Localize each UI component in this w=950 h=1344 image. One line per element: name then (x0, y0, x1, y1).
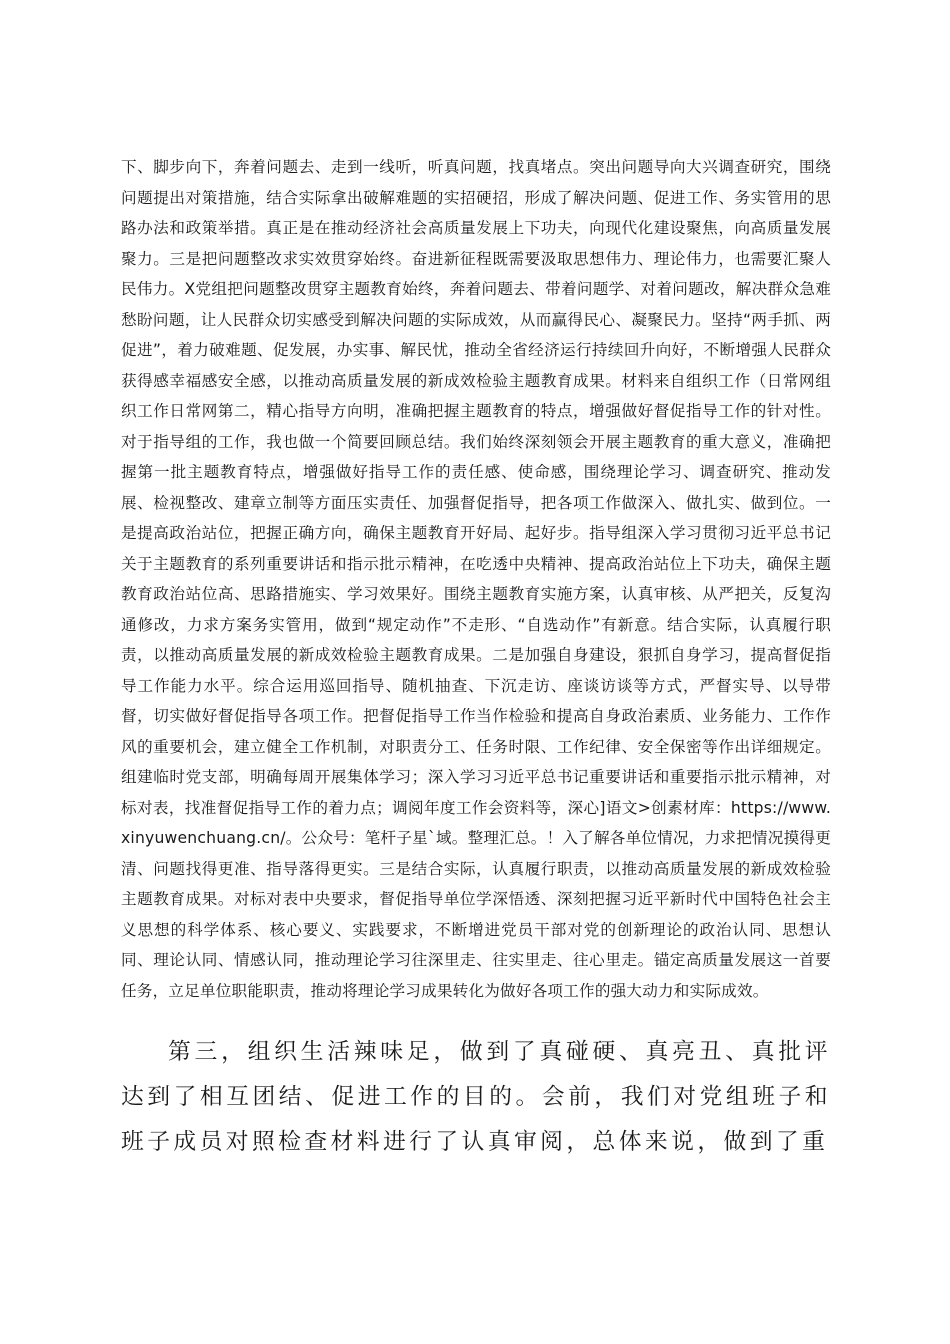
body-paragraph: 下、脚步向下，奔着问题去、走到一线听，听真问题，找真堵点。突出问题导向大兴调查研究，围绕问题提出对策措施，结合实际拿出破解难题的实招硬招，形成了解决问题、促进工作、务实管用的思路办法和政策举措。真正是在推动经济社会高质量发展上下功夫，向现代化建设聚焦，向高质量发展聚力。三是把问题整改求实效贯穿始终。奋进新征程既需要汲取思想伟力、理论伟力，也需要汇聚人民伟力。X党组把问题整改贯穿主题教育始终，奔着问题去、带着问题学、对着问题改，解决群众急难愁盼问题，让人民群众切实感受到解决问题的实际成效，从而赢得民心、凝聚民力。坚持“两手抓、两促进”，着力破难题、促发展，办实事、解民忧，推动全省经济运行持续回升向好，不断增强人民群众获得感幸福感安全感，以推动高质量发展的新成效检验主题教育成果。材料来自组织工作（日常网组织工作日常网第二，精心指导方向明，准确把握主题教育的特点，增强做好督促指导工作的针对性。对于指导组的工作，我也做一个简要回顾总结。我们始终深刻领会开展主题教育的重大意义，准确把握第一批主题教育特点，增强做好指导工作的责任感、使命感，围绕理论学习、调查研究、推动发展、检视整改、建章立制等方面压实责任、加强督促指导，把各项工作做深入、做扎实、做到位。一是提高政治站位，把握正确方向，确保主题教育开好局、起好步。指导组深入学习贯彻习近平总书记关于主题教育的系列重要讲话和指示批示精神，在吃透中央精神、提高政治站位上下功夫，确保主题教育政治站位高、思路措施实、学习效果好。围绕主题教育实施方案，认真审核、从严把关，反复沟通修改，力求方案务实管用，做到“规定动作”不走形、“自选动作”有新意。结合实际，认真履行职责，以推动高质量发展的新成效检验主题教育成果。二是加强自身建设，狠抓自身学习，提高督促指导工作能力水平。综合运用巡回指导、随机抽查、下沉走访、座谈访谈等方式，严督实导、以导带督，切实做好督促指导各项工作。把督促指导工作当作检验和提高自身政治素质、业务能力、工作作风的重要机会，建立健全工作机制，对职责分工、任务时限、工作纪律、安全保密等作出详细规定。组建临时党支部，明确每周开展集体学习；深入学习习近平总书记重要讲话和重要指示批示精神，对标对表，找准督促指导工作的着力点；调阅年度工作会资料等，深心]语文>创素材库：https://www.xinyuwenchuang.cn/。公众号：笔杆子星`域。整理汇总。！入了解各单位情况，力求把情况摸得更清、问题找得更准、指导落得更实。三是结合实际，认真履行职责，以推动高质量发展的新成效检验主题教育成果。对标对表中央要求，督促指导单位学深悟透、深刻把握习近平新时代中国特色社会主义思想的科学体系、核心要义、实践要求，不断增进党员干部对党的创新理论的政治认同、思想认同、理论认同、情感认同，推动理论学习往深里走、往实里走、往心里走。锚定高质量发展这一首要任务，立足单位职能职责，推动将理论学习成果转化为做好各项工作的强大动力和实际成效。 (121, 158, 831, 1000)
section-paragraph: 第三，组织生活辣味足，做到了真碰硬、真亮丑、真批评达到了相互团结、促进工作的目的。会前，我们对党组班子和班子成员对照检查材料进行了认真审阅，总体来说，做到了重 (121, 1039, 831, 1155)
